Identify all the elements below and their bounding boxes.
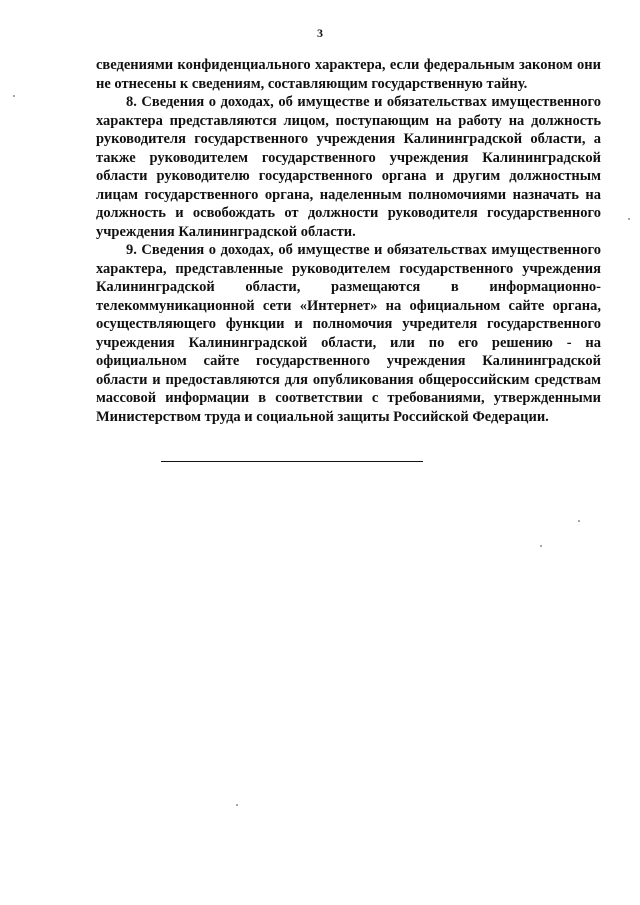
scan-speck bbox=[13, 95, 15, 97]
scan-speck bbox=[628, 218, 630, 220]
closing-rule bbox=[161, 461, 423, 462]
paragraph-item-9: 9. Сведения о доходах, об имуществе и обязательствах имущественного характера, представленные руководителем государственного учреждения Калининградской области, размещаются в информационно-телекоммуникационной сети «Интернет» на официальном сайте органа, осуществляющего функции и полномочия учредителя государственного учреждения Калининградской области, или по его решению - на официальном сайте государственного учреждения Калининградской области и предоставляются для опубликования общероссийским средствам массовой информации в соответствии с требованиями, утвержденными Министерством труда и социальной защиты Российской Федерации. bbox=[96, 242, 601, 425]
page-number: 3 bbox=[317, 26, 323, 40]
paragraph-item-8: 8. Сведения о доходах, об имуществе и обязательствах имущественного характера представляются лицом, поступающим на работу на должность руководителя государственного учреждения Калининградской области, а также руководителем государственного учреждения Калининградской области руководителю государственного органа и другим должностным лицам государственного органа, наделенным полномочиями назначать на должность и освобождать от должности руководителя государственного учреждения Калининградской области. bbox=[96, 94, 601, 240]
paragraph-continuation: сведениями конфиденциального характера, если федеральным законом они не отнесены к сведениям, составляющим государственную тайну. bbox=[96, 57, 601, 92]
scan-speck bbox=[540, 545, 542, 547]
document-body bbox=[96, 56, 601, 426]
scan-speck bbox=[236, 804, 238, 806]
scan-speck bbox=[578, 520, 580, 522]
